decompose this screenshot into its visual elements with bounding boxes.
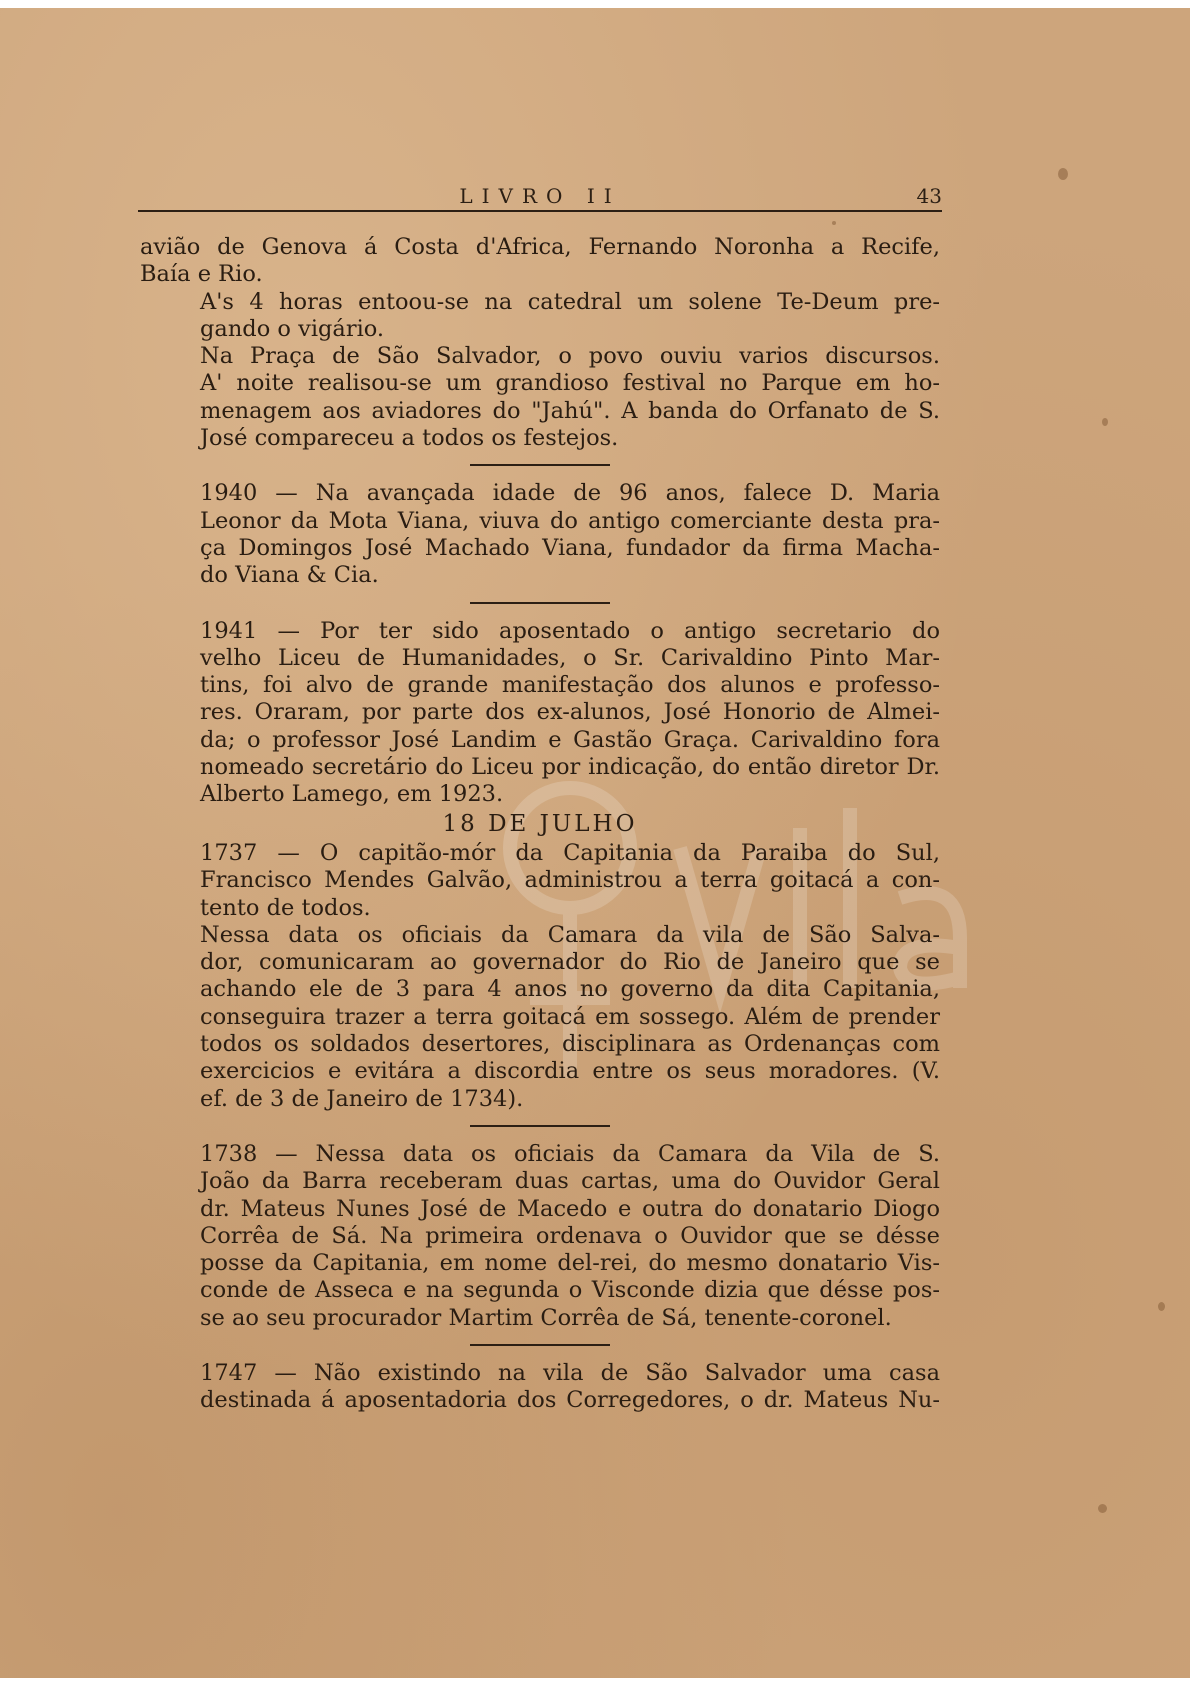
paper-stain [1098, 1504, 1107, 1513]
text-line: João da Barra receberam duas cartas, uma do Ouvidor Geral [200, 1168, 940, 1195]
paper-stain [832, 221, 836, 225]
paragraph [140, 840, 940, 922]
text-line: conseguira trazer a terra goitacá em sossego. Além de prender [200, 1003, 940, 1030]
text-line: 1940 — Na avançada idade de 96 anos, falece D. Maria [200, 480, 940, 507]
text-line: Corrêa de Sá. Na primeira ordenava o Ouvidor que se désse [200, 1222, 940, 1249]
text-line: 1747 — Não existindo na vila de São Salvador uma casa [200, 1359, 940, 1386]
text-line: do Viana & Cia. [200, 562, 379, 589]
text-line: Francisco Mendes Galvão, administrou a terra goitacá a con- [200, 867, 940, 894]
text-line: todos os soldados desertores, disciplinara as Ordenanças com [200, 1031, 940, 1058]
text-line: Nessa data os oficiais da Camara da vila de São Salva- [200, 921, 940, 948]
text-line: dor, comunicaram ao governador do Rio de Janeiro que se [200, 949, 940, 976]
text-line: destinada á aposentadoria dos Corregedores, o dr. Mateus Nu- [200, 1387, 940, 1414]
text-line: dr. Mateus Nunes José de Macedo e outra do donatario Diogo [200, 1195, 940, 1222]
paragraph [140, 480, 940, 589]
text-line: tins, foi alvo de grande manifestação dos alunos e professo- [200, 672, 940, 699]
text-line: 1941 — Por ter sido aposentado o antigo secretario do [200, 617, 940, 644]
paragraph [140, 289, 940, 344]
text-line: avião de Genova á Costa d'Africa, Fernando Noronha a Recife, [140, 234, 940, 260]
date-heading: 18 DE JULHO [442, 810, 638, 837]
text-line: conde de Asseca e na segunda o Visconde dizia que désse pos- [200, 1277, 940, 1304]
text-line: gando o vigário. [200, 315, 385, 342]
text-line: da; o professor José Landim e Gastão Graça. Carivaldino fora [200, 726, 940, 753]
section-divider [470, 1125, 610, 1127]
text-line: velho Liceu de Humanidades, o Sr. Carivaldino Pinto Mar- [200, 644, 940, 671]
paragraph [140, 234, 940, 289]
paragraph [140, 1360, 940, 1415]
text-line: ef. de 3 de Janeiro de 1734). [200, 1085, 524, 1112]
paper-stain [1102, 418, 1108, 426]
text-line: nomeado secretário do Liceu por indicação, do então diretor Dr. [200, 754, 940, 781]
running-head: LIVRO II [459, 184, 621, 208]
text-line: exercicios e evitára a discordia entre os seus moradores. (V. [200, 1058, 940, 1085]
text-line: tento de todos. [200, 894, 371, 921]
text-line: res. Oraram, por parte dos ex-alunos, José Honorio de Almei- [200, 699, 940, 726]
text-line: se ao seu procurador Martim Corrêa de Sá, tenente-coronel. [200, 1304, 892, 1331]
text-line: A' noite realisou-se um grandioso festival no Parque em ho- [200, 370, 940, 397]
page-header [138, 180, 942, 212]
paragraph [140, 1141, 940, 1332]
section-divider [470, 1344, 610, 1346]
text-line: 1737 — O capitão-mór da Capitania da Paraiba do Sul, [200, 839, 940, 866]
body-text [140, 234, 940, 1415]
text-line: José compareceu a todos os festejos. [200, 425, 619, 452]
page-number: 43 [916, 184, 942, 208]
text-line: Na Praça de São Salvador, o povo ouviu varios discursos. [200, 343, 940, 370]
paper-stain [1158, 1302, 1165, 1311]
book-page [0, 8, 1190, 1678]
paragraph [140, 618, 940, 809]
paper-stain [1058, 168, 1068, 180]
text-line: posse da Capitania, em nome del-rei, do mesmo donatario Vis- [200, 1250, 940, 1277]
text-line: A's 4 horas entoou-se na catedral um solene Te-Deum pre- [200, 288, 940, 315]
text-line: Baía e Rio. [140, 261, 263, 288]
text-line: Alberto Lamego, em 1923. [200, 781, 504, 808]
section-divider [470, 464, 610, 466]
paragraph [140, 922, 940, 1113]
text-line: achando ele de 3 para 4 anos no governo da dita Capitania, [200, 976, 940, 1003]
text-line: Leonor da Mota Viana, viuva do antigo comerciante desta pra- [200, 507, 940, 534]
text-line: ça Domingos José Machado Viana, fundador da firma Macha- [200, 534, 940, 561]
paragraph [140, 343, 940, 452]
text-line: menagem aos aviadores do "Jahú". A banda do Orfanato de S. [200, 397, 940, 424]
section-divider [470, 602, 610, 604]
text-line: 1738 — Nessa data os oficiais da Camara da Vila de S. [200, 1140, 940, 1167]
